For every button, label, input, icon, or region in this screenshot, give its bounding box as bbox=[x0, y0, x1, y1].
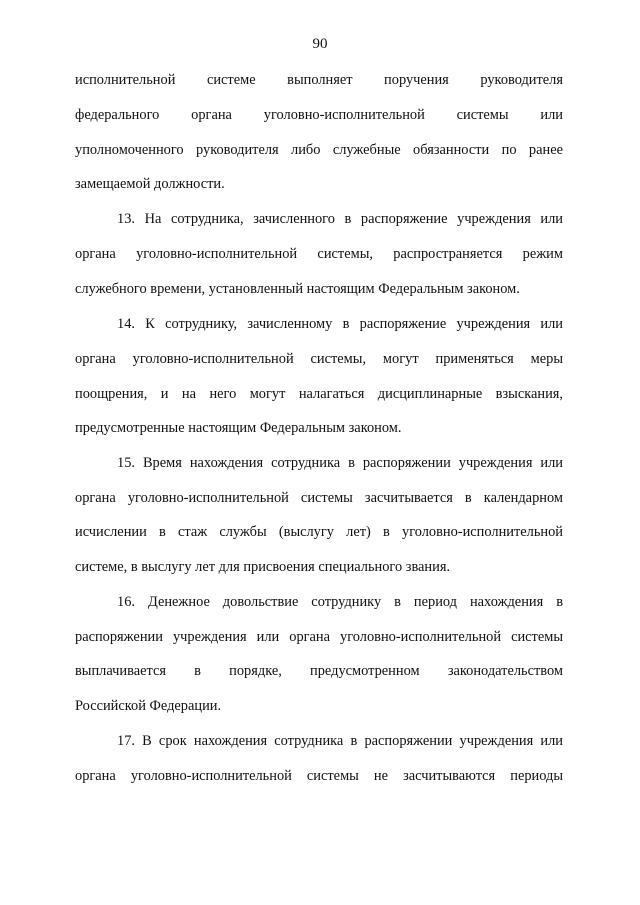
text-line: органа уголовно-исполнительной системы, распространяется режим bbox=[75, 246, 563, 262]
paragraph-15-first-line: 15. Время нахождения сотрудника в распоряжении учреждения или bbox=[117, 455, 563, 471]
page-number: 90 bbox=[312, 36, 328, 52]
paragraph-14-first-line: 14. К сотруднику, зачисленному в распоряжение учреждения или bbox=[117, 316, 563, 332]
paragraph-17-first-line: 17. В срок нахождения сотрудника в распоряжении учреждения или bbox=[117, 733, 563, 749]
text-line: федерального органа уголовно-исполнительной системы или bbox=[75, 107, 563, 123]
text-line: исчислении в стаж службы (выслугу лет) в уголовно-исполнительной bbox=[75, 524, 563, 540]
paragraph-16-first-line: 16. Денежное довольствие сотруднику в период нахождения в bbox=[117, 594, 563, 610]
text-line: выплачивается в порядке, предусмотренном законодательством bbox=[75, 663, 563, 679]
text-line: распоряжении учреждения или органа уголовно-исполнительной системы bbox=[75, 629, 563, 645]
text-line: органа уголовно-исполнительной системы засчитывается в календарном bbox=[75, 490, 563, 506]
text-line: органа уголовно-исполнительной системы не засчитываются периоды bbox=[75, 768, 563, 784]
text-line: уполномоченного руководителя либо служебные обязанности по ранее bbox=[75, 142, 563, 158]
text-line: органа уголовно-исполнительной системы, могут применяться меры bbox=[75, 351, 563, 367]
text-line: системе, в выслугу лет для присвоения специального звания. bbox=[75, 559, 451, 575]
text-line: Российской Федерации. bbox=[75, 698, 222, 714]
text-line: служебного времени, установленный настоящим Федеральным законом. bbox=[75, 281, 520, 297]
text-line: поощрения, и на него могут налагаться дисциплинарные взыскания, bbox=[75, 386, 563, 402]
text-line: замещаемой должности. bbox=[75, 176, 225, 192]
paragraph-13-first-line: 13. На сотрудника, зачисленного в распоряжение учреждения или bbox=[117, 211, 563, 227]
text-line: исполнительной системе выполняет поручения руководителя bbox=[75, 72, 563, 88]
text-line: предусмотренные настоящим Федеральным законом. bbox=[75, 420, 402, 436]
